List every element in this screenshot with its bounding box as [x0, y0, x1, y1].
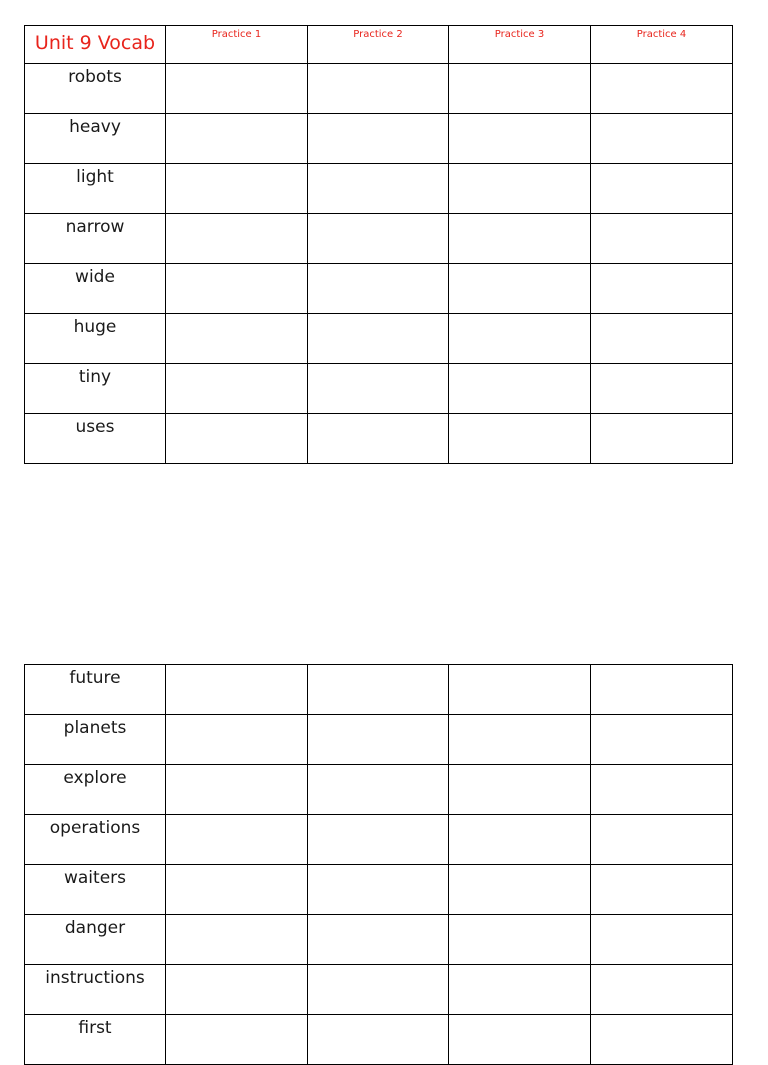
vocab-word: uses [25, 414, 166, 464]
vocab-word: heavy [25, 114, 166, 164]
practice-cell-3[interactable] [449, 364, 591, 414]
bottom-word-rows [25, 665, 733, 1065]
practice-cell-1[interactable] [166, 264, 308, 314]
practice-cell-1[interactable] [166, 765, 308, 815]
practice-cell-4[interactable] [591, 865, 733, 915]
practice-cell-2[interactable] [308, 765, 449, 815]
practice-cell-3[interactable] [449, 264, 591, 314]
practice-cell-2[interactable] [308, 364, 449, 414]
table-row [25, 1015, 733, 1065]
practice-cell-1[interactable] [166, 1015, 308, 1065]
vocab-word: light [25, 164, 166, 214]
practice-cell-2[interactable] [308, 114, 449, 164]
practice-cell-4[interactable] [591, 1015, 733, 1065]
vocab-word: future [25, 665, 166, 715]
practice-cell-1[interactable] [166, 64, 308, 114]
table-row [25, 364, 733, 414]
vocab-word: wide [25, 264, 166, 314]
practice-cell-4[interactable] [591, 64, 733, 114]
practice-cell-3[interactable] [449, 665, 591, 715]
table-row [25, 114, 733, 164]
vocab-word: narrow [25, 214, 166, 264]
practice-cell-4[interactable] [591, 214, 733, 264]
table-row [25, 214, 733, 264]
practice-cell-3[interactable] [449, 114, 591, 164]
practice-cell-1[interactable] [166, 865, 308, 915]
practice-cell-3[interactable] [449, 865, 591, 915]
practice-cell-1[interactable] [166, 715, 308, 765]
vocab-word: first [25, 1015, 166, 1065]
practice-cell-2[interactable] [308, 715, 449, 765]
table-row [25, 64, 733, 114]
practice-cell-3[interactable] [449, 64, 591, 114]
worksheet-title: Unit 9 Vocab [25, 26, 166, 64]
practice-cell-3[interactable] [449, 815, 591, 865]
practice-cell-4[interactable] [591, 765, 733, 815]
practice-cell-2[interactable] [308, 414, 449, 464]
vocab-word: instructions [25, 965, 166, 1015]
practice-header-1: Practice 1 [166, 26, 308, 64]
vocab-word: explore [25, 765, 166, 815]
table-row [25, 665, 733, 715]
table-row [25, 915, 733, 965]
practice-cell-1[interactable] [166, 965, 308, 1015]
practice-cell-3[interactable] [449, 765, 591, 815]
practice-cell-2[interactable] [308, 915, 449, 965]
practice-cell-2[interactable] [308, 1015, 449, 1065]
vocab-table-bottom [24, 664, 733, 1065]
practice-cell-3[interactable] [449, 715, 591, 765]
practice-cell-4[interactable] [591, 314, 733, 364]
practice-cell-4[interactable] [591, 264, 733, 314]
practice-cell-3[interactable] [449, 214, 591, 264]
vocab-word: robots [25, 64, 166, 114]
vocab-word: planets [25, 715, 166, 765]
practice-cell-1[interactable] [166, 815, 308, 865]
table-row [25, 965, 733, 1015]
practice-cell-3[interactable] [449, 314, 591, 364]
top-word-rows [25, 64, 733, 464]
practice-cell-1[interactable] [166, 164, 308, 214]
practice-cell-3[interactable] [449, 164, 591, 214]
table-row [25, 715, 733, 765]
vocab-word: operations [25, 815, 166, 865]
practice-header-3: Practice 3 [449, 26, 591, 64]
vocab-word: huge [25, 314, 166, 364]
header-row [25, 26, 733, 64]
vocab-table-top [24, 25, 733, 464]
practice-cell-2[interactable] [308, 965, 449, 1015]
practice-cell-4[interactable] [591, 715, 733, 765]
table-row [25, 765, 733, 815]
practice-cell-4[interactable] [591, 414, 733, 464]
table-row [25, 164, 733, 214]
table-row [25, 414, 733, 464]
practice-cell-2[interactable] [308, 164, 449, 214]
practice-cell-4[interactable] [591, 665, 733, 715]
vocab-word: tiny [25, 364, 166, 414]
practice-cell-4[interactable] [591, 815, 733, 865]
vocab-word: danger [25, 915, 166, 965]
table-row [25, 815, 733, 865]
table-row [25, 314, 733, 364]
practice-cell-1[interactable] [166, 915, 308, 965]
practice-cell-4[interactable] [591, 164, 733, 214]
practice-cell-1[interactable] [166, 114, 308, 164]
practice-cell-3[interactable] [449, 915, 591, 965]
practice-cell-2[interactable] [308, 865, 449, 915]
practice-cell-2[interactable] [308, 665, 449, 715]
practice-cell-1[interactable] [166, 314, 308, 364]
practice-cell-4[interactable] [591, 364, 733, 414]
table-row [25, 264, 733, 314]
practice-cell-2[interactable] [308, 815, 449, 865]
practice-cell-2[interactable] [308, 314, 449, 364]
practice-cell-1[interactable] [166, 214, 308, 264]
practice-cell-3[interactable] [449, 965, 591, 1015]
practice-header-2: Practice 2 [308, 26, 449, 64]
practice-cell-4[interactable] [591, 965, 733, 1015]
practice-cell-3[interactable] [449, 1015, 591, 1065]
practice-cell-1[interactable] [166, 414, 308, 464]
table-row [25, 865, 733, 915]
practice-cell-3[interactable] [449, 414, 591, 464]
practice-cell-2[interactable] [308, 264, 449, 314]
practice-cell-4[interactable] [591, 114, 733, 164]
vocab-word: waiters [25, 865, 166, 915]
practice-cell-4[interactable] [591, 915, 733, 965]
practice-cell-1[interactable] [166, 364, 308, 414]
practice-cell-1[interactable] [166, 665, 308, 715]
practice-header-4: Practice 4 [591, 26, 733, 64]
practice-cell-2[interactable] [308, 214, 449, 264]
practice-cell-2[interactable] [308, 64, 449, 114]
